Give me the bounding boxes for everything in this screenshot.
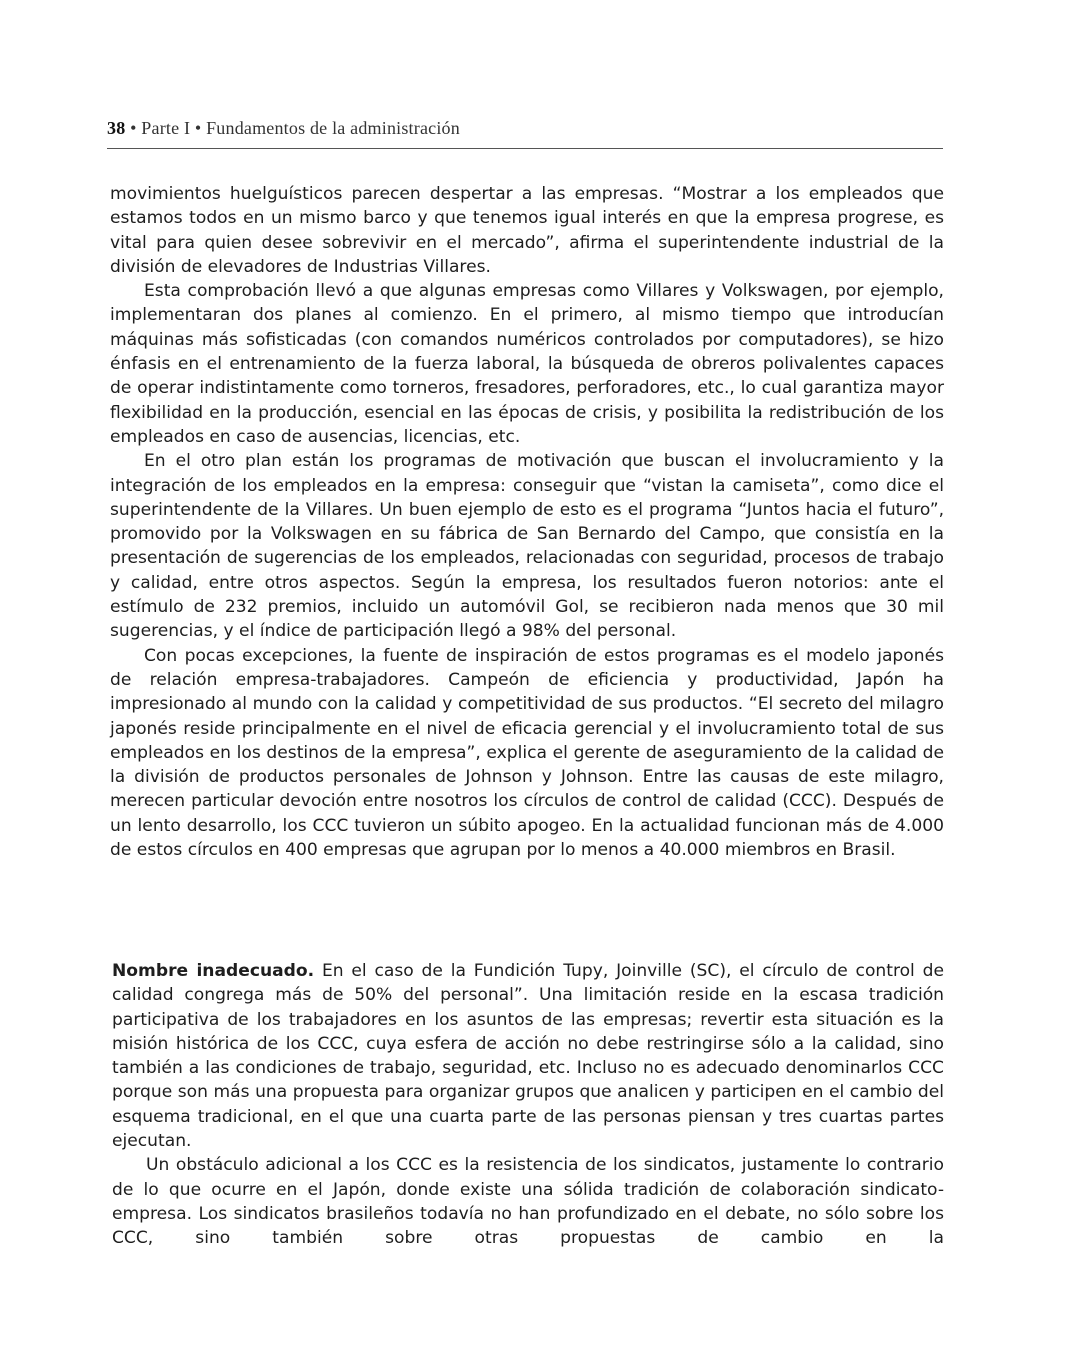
paragraph-4: Con pocas excepciones, la fuente de inspiración de estos programas es el modelo japonés de relación empresa-trabajadores. Campeón de eficiencia y productividad, Japón ha impresionado al mundo con la calidad y competitividad de sus productos. “El secreto del milagro japonés reside principalmente en el nivel de eficacia gerencial y el involucramiento total de sus empleados en los destinos de la empresa”, explica el gerente de aseguramiento de la calidad de la división de productos personales de Johnson y Johnson. Entre las causas de este milagro, merecen particular devoción entre nosotros los círculos de control de calidad (CCC). Después de un lento desarrollo, los CCC tuvieron un súbito apogeo. En la actualidad funcionan más de 4.000 de estos círculos en 400 empresas que agrupan por lo menos a 40.000 miembros en Brasil. — [110, 645, 944, 861]
section-nombre-inadecuado — [112, 959, 944, 1251]
header-rule — [107, 148, 943, 149]
paragraph-2: Esta comprobación llevó a que algunas empresas como Villares y Volkswagen, por ejemplo, implementaran dos planes al comienzo. En el primero, al mismo tiempo que introducían máquinas más sofisticadas (con comandos numéricos controlados por computadores), se hizo énfasis en el entrenamiento de la fuerza laboral, la búsqueda de obreros polivalentes capaces de operar indistintamente como torneros, fresadores, perforadores, etc., lo cual garantiza mayor flexibilidad en la producción, esencial en las épocas de crisis, y posibilita la redistribución de los empleados en caso de ausencias, licencias, etc. — [110, 281, 944, 447]
page-number: 38 — [107, 118, 126, 138]
running-header — [107, 118, 943, 139]
running-title: • Parte I • Fundamentos de la administración — [125, 118, 460, 138]
paragraph-1: movimientos huelguísticos parecen despertar a las empresas. “Mostrar a los empleados que estamos todos en un mismo barco y que tenemos igual interés en que la empresa progrese, es vital para quien desee sobrevivir en el mercado”, afirma el superintendente industrial de la división de elevadores de Industrias Villares. — [110, 184, 944, 277]
section-heading: Nombre inadecuado. — [112, 961, 315, 981]
paragraph-3: En el otro plan están los programas de motivación que buscan el involucramiento y la integración de los empleados en la empresa: conseguir que “vistan la camiseta”, como dice el superintendente de la Villares. Un buen ejemplo de esto es el programa “Juntos hacia el futuro”, promovido por la Volkswagen en su fábrica de San Bernardo del Campo, que consistía en la presentación de sugerencias de los empleados, relacionadas con seguridad, procesos de trabajo y calidad, entre otros aspectos. Según la empresa, los resultados fueron notorios: ante el estímulo de 232 premios, incluido un automóvil Gol, se recibieron nada menos que 30 mil sugerencias, y el índice de participación llegó a 98% del personal. — [110, 451, 944, 642]
section-paragraph-1-text: En el caso de la Fundición Tupy, Joinville (SC), el círculo de control de calidad congrega más de 50% del personal”. Una limitación reside en la escasa tradición participativa de los trabajadores en los asuntos de las empresas; revertir esta situación es la misión histórica de los CCC, cuya esfera de acción no debe restringirse sólo a la calidad, sino también a las condiciones de trabajo, seguridad, etc. Incluso no es adecuado denominarlos CCC porque son más una propuesta para organizar grupos que analicen y participen en el cambio del esquema tradicional, en el que una cuarta parte de las personas piensan y tres cuartas partes ejecutan. — [112, 961, 944, 1152]
body-text — [110, 182, 944, 862]
section-paragraph-1 — [112, 959, 944, 1153]
section-paragraph-2: Un obstáculo adicional a los CCC es la resistencia de los sindicatos, justamente lo contrario de lo que ocurre en el Japón, donde existe una sólida tradición de colaboración sindicato-empresa. Los sindicatos brasileños todavía no han profundizado en el debate, no sólo sobre los CCC, sino también sobre otras propuestas de cambio en la — [112, 1155, 944, 1249]
